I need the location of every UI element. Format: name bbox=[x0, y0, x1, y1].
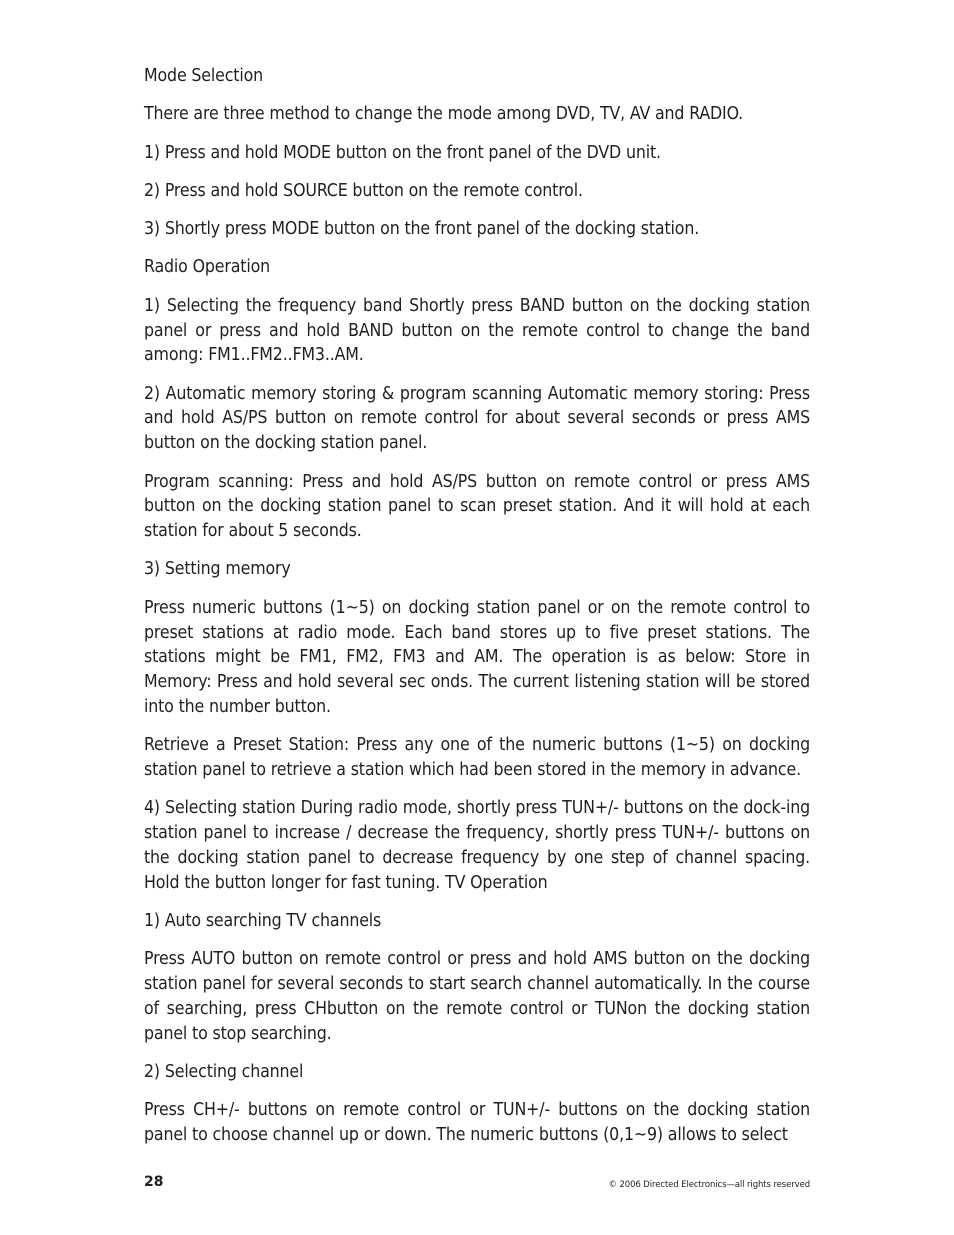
section-heading-radio-operation: Radio Operation bbox=[144, 257, 270, 278]
paragraph-preset-stations: Press numeric buttons (1~5) on docking station panel or on the remote control to preset stations at radio mode. Each band stores up to five preset stations. The stations might be FM1, FM2, FM3 and AM. The operation is as below: Store in Memory: Press and hold several sec onds. The current listening station will be stored into the number button. bbox=[144, 597, 810, 717]
section-heading-setting-memory: 3) Setting memory bbox=[144, 559, 291, 580]
paragraph-mode-step-1: 1) Press and hold MODE button on the front panel of the DVD unit. bbox=[144, 142, 661, 163]
copyright-notice: © 2006 Directed Electronics—all rights reserved bbox=[608, 1180, 810, 1190]
paragraph-selecting-station: 4) Selecting station During radio mode, shortly press TUN+/- buttons on the dock-ing station panel to increase / decrease the frequency, shortly press TUN+/- buttons on the docking station panel to decrease frequency by one step of channel spacing. Hold the button longer for fast tuning. TV Operation bbox=[144, 798, 810, 893]
paragraph-auto-search: Press AUTO button on remote control or press and hold AMS button on the docking station panel for several seconds to start search channel automatically. In the course of searching, press CHbutton on the remote control or TUNon the docking station panel to stop searching. bbox=[144, 949, 810, 1044]
paragraph-program-scanning: Program scanning: Press and hold AS/PS button on remote control or press AMS button on the docking station panel to scan preset station. And it will hold at each station for about 5 seconds. bbox=[144, 471, 810, 542]
section-heading-mode-selection: Mode Selection bbox=[144, 66, 264, 86]
section-heading-selecting-channel: 2) Selecting channel bbox=[144, 1062, 304, 1082]
paragraph-mode-step-2: 2) Press and hold SOURCE button on the remote control. bbox=[144, 180, 583, 201]
paragraph-frequency-band: 1) Selecting the frequency band Shortly press BAND button on the docking station panel or press and hold BAND button on the remote control to change the band among: FM1..FM2..FM3..AM. bbox=[144, 295, 810, 366]
document-body bbox=[144, 64, 810, 1161]
paragraph-mode-intro: There are three method to change the mode among DVD, TV, AV and RADIO. bbox=[144, 104, 744, 125]
section-heading-auto-search-tv: 1) Auto searching TV channels bbox=[144, 911, 382, 932]
paragraph-retrieve-preset: Retrieve a Preset Station: Press any one of the numeric buttons (1~5) on docking station panel to retrieve a station which had been stored in the memory in advance. bbox=[144, 735, 810, 781]
paragraph-mode-step-3: 3) Shortly press MODE button on the front panel of the docking station. bbox=[144, 219, 700, 240]
page-footer bbox=[144, 1174, 810, 1194]
page-number: 28 bbox=[144, 1174, 164, 1190]
paragraph-selecting-channel: Press CH+/- buttons on remote control or TUN+/- buttons on the docking station panel to choose channel up or down. The numeric buttons (0,1~9) allows to select bbox=[144, 1100, 810, 1146]
paragraph-memory-storing: 2) Automatic memory storing & program scanning Automatic memory storing: Press and hold AS/PS button on remote control for about several seconds or press AMS button on the docking station panel. bbox=[144, 383, 810, 454]
